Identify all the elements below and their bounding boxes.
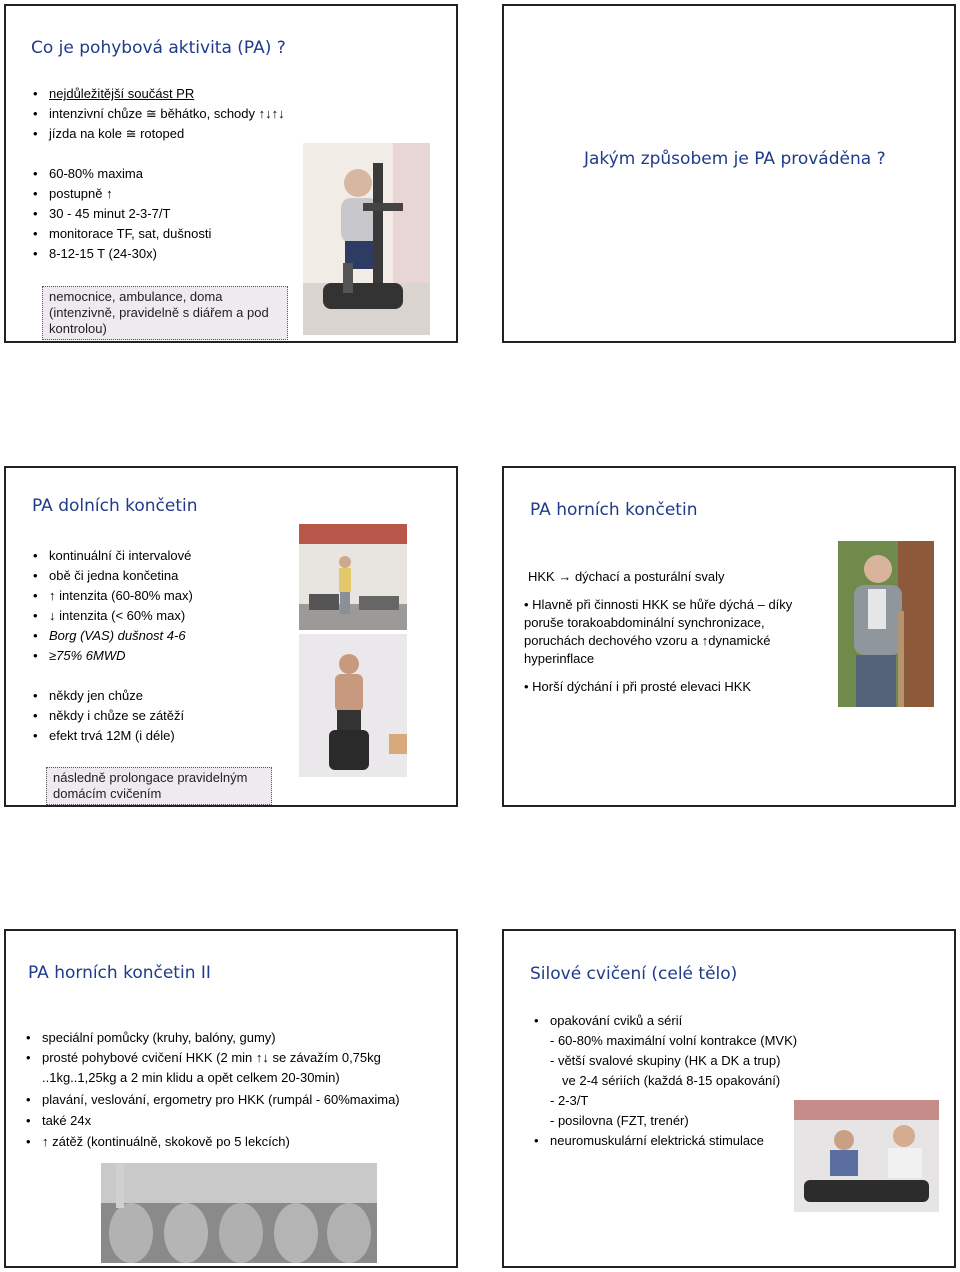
list-item: • obě či jedna končetina [31,566,301,586]
slide-1-title: Co je pohybová aktivita (PA) ? [31,38,286,58]
arm-exercise-photo-strip [101,1163,377,1263]
slide-3-title: PA dolních končetin [32,496,198,516]
list-item: • ≥75% 6MWD [31,646,301,666]
list-item: • efekt trvá 12M (i déle) [31,726,301,746]
list-item: • kontinuální či intervalové [31,546,301,566]
slide-1-bullets-a [31,84,311,144]
slide-4-bullet-2: • Horší dýchání i při prosté elevaci HKK [524,679,752,694]
treadmill-gym-photo [299,524,407,630]
slide-4-title: PA horních končetin [530,500,698,520]
slide-1 [4,4,458,343]
list-item: • prosté pohybové cvičení HKK (2 min ↑↓ se závažím 0,75kg ..1kg..1,25kg a 2 min klidu a opět celkem 20-30min) [24,1048,444,1088]
exercise-bike-photo [303,143,430,335]
list-item: - 2-3/T [550,1093,589,1108]
list-item: • ↓ intenzita (< 60% max) [31,606,301,626]
list-item: • ↑ intenzita (60-80% max) [31,586,301,606]
list-item: • postupně ↑ [31,184,291,204]
slide-5-bullets [24,1027,444,1152]
list-item: - 60-80% maximální volní kontrakce (MVK) [550,1033,798,1048]
list-item: ve 2-4 sériích (každá 8-15 opakování) [562,1073,781,1088]
list-item: • Borg (VAS) dušnost 4-6 [31,626,301,646]
slide-3-bullets-a [31,546,301,666]
slide-5-title: PA horních končetin II [28,963,211,983]
elderly-man-photo [838,541,934,707]
slide-2 [502,4,956,343]
slide-6-title: Silové cvičení (celé tělo) [530,964,738,984]
slide-1-bullets-b [31,164,291,264]
list-item: • intenzivní chůze ≅ běhátko, schody ↑↓↑↓ [31,104,311,124]
slide-4 [502,466,956,807]
list-item: • 8-12-15 T (24-30x) [31,244,291,264]
list-item: • plavání, veslování, ergometry pro HKK (rumpál - 60%maxima) [24,1089,444,1110]
list-item: • někdy i chůze se zátěží [31,706,301,726]
list-item: - posilovna (FZT, trenér) [550,1113,689,1128]
list-item: • speciální pomůcky (kruhy, balóny, gumy) [24,1027,444,1048]
list-item: • jízda na kole ≅ rotoped [31,124,311,144]
slide-3-note-box: následně prolongace pravidelným domácím cvičením [46,767,272,805]
slide-3 [4,466,458,807]
slide-5 [4,929,458,1268]
slide-1-note-box: nemocnice, ambulance, doma (intenzivně, pravidelně s diářem a pod kontrolou) [42,286,288,340]
strength-training-photo [794,1100,939,1212]
slide-2-title: Jakým způsobem je PA prováděna ? [584,149,886,169]
list-item: • opakování cviků a sérií [532,1011,832,1031]
cycle-ergometer-photo [299,634,407,777]
list-item: • někdy jen chůze [31,686,301,706]
list-item: • nejdůležitější součást PR [31,84,311,104]
list-item: • ↑ zátěž (kontinuálně, skokově po 5 lekcích) [24,1131,444,1152]
slide-4-bullet-1: • Hlavně při činnosti HKK se hůře dýchá – díky poruše torakoabdominální synchronizace, poruchách dechového vzoru a ↑dynamické hyperinflace [524,597,793,666]
list-item: • také 24x [24,1110,444,1131]
slide-3-bullets-b [31,686,301,746]
slide-6-lines [532,1011,832,1151]
slide-6 [502,929,956,1268]
list-item: • 60-80% maxima [31,164,291,184]
list-item: • 30 - 45 minut 2-3-7/T [31,204,291,224]
list-item: • monitorace TF, sat, dušnosti [31,224,291,244]
list-item: • neuromuskulární elektrická stimulace [532,1131,832,1151]
slide-4-line: HKK → dýchací a posturální svaly [528,569,725,584]
list-item: - větší svalové skupiny (HK a DK a trup) [550,1053,781,1068]
